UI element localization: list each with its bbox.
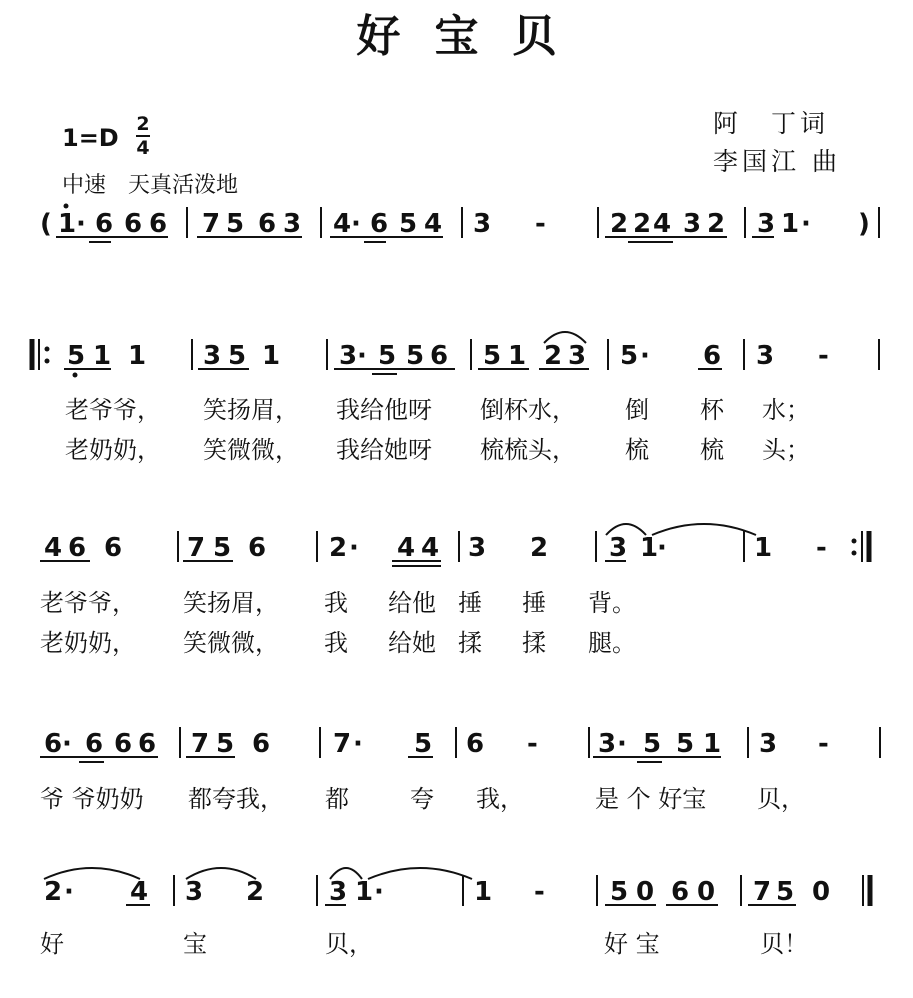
augmentation-dot: · — [349, 533, 359, 563]
note: 0 — [812, 877, 831, 907]
lyric-word: 水； — [762, 396, 810, 424]
augmentation-dot: · — [801, 209, 811, 239]
augmentation-dot: · — [357, 341, 367, 371]
lyric-word: 我给他呀 — [336, 396, 432, 424]
note: 5 — [378, 341, 397, 371]
lyric-word: 梳 — [700, 436, 724, 464]
time-signature-bottom: 4 — [136, 137, 150, 159]
note: 6 — [248, 533, 267, 563]
augmentation-dot: · — [62, 729, 72, 759]
note: 1 — [355, 877, 374, 907]
lyric-word: 老奶奶， — [65, 436, 161, 464]
lyric-word: 老爷爷， — [40, 589, 136, 617]
note: 6 — [466, 729, 485, 759]
octave-dot-above — [64, 204, 69, 209]
note: 2 — [246, 877, 265, 907]
note: 6 — [68, 533, 87, 563]
lyric-word: 揉 — [458, 629, 482, 657]
note: 3 — [203, 341, 222, 371]
time-signature-top: 2 — [136, 113, 150, 135]
note: 5 — [399, 209, 418, 239]
note: 6 — [138, 729, 157, 759]
octave-dot-below — [73, 373, 78, 378]
note: 0 — [697, 877, 716, 907]
lyric-word: 贝！ — [760, 930, 808, 958]
augmentation-dot: · — [640, 341, 650, 371]
note: 0 — [636, 877, 655, 907]
slur — [652, 524, 756, 535]
note: 1 — [640, 533, 659, 563]
repeat-dot — [45, 347, 50, 352]
note: 7 — [333, 729, 352, 759]
lyric-word: 都夸我， — [188, 785, 284, 813]
note: 5 — [483, 341, 502, 371]
lyric-word: 我 — [324, 589, 348, 617]
lyric-word: 笑微微， — [183, 629, 279, 657]
note: 5 — [213, 533, 232, 563]
note: 6 — [430, 341, 449, 371]
note: 1 — [508, 341, 527, 371]
note: 5 — [406, 341, 425, 371]
repeat-dot — [852, 539, 857, 544]
note: 6 — [114, 729, 133, 759]
note: 6 — [104, 533, 123, 563]
note: 1 — [128, 341, 147, 371]
note: 1 — [474, 877, 493, 907]
lyric-word: 头； — [762, 436, 810, 464]
note: 5 — [226, 209, 245, 239]
lyric-word: 爷 爷奶奶 — [40, 785, 144, 813]
note: 3 — [598, 729, 617, 759]
lyric-word: 腿。 — [588, 629, 636, 657]
note: 4 — [130, 877, 149, 907]
lyric-word: 背。 — [588, 589, 636, 617]
note: 4 — [653, 209, 672, 239]
note: 3 — [468, 533, 487, 563]
note: 6 — [44, 729, 63, 759]
augmentation-dot: · — [351, 209, 361, 239]
note: 2 — [610, 209, 629, 239]
note: 4 — [397, 533, 416, 563]
lyric-word: 梳 — [625, 436, 649, 464]
dash-extension: - — [527, 729, 538, 759]
lyric-word: 给她 — [388, 629, 436, 657]
note: 3 — [568, 341, 587, 371]
lyric-word: 笑微微， — [203, 436, 299, 464]
note: 3 — [759, 729, 778, 759]
lyric-word: 杯 — [700, 396, 724, 424]
note: 2 — [530, 533, 549, 563]
lyric-word: 梳梳头， — [480, 436, 576, 464]
note: 6 — [124, 209, 143, 239]
note: 1 — [781, 209, 800, 239]
note: 1 — [58, 209, 77, 239]
lyric-word: 宝 — [183, 930, 207, 958]
note: 1 — [703, 729, 722, 759]
note: 3 — [185, 877, 204, 907]
note: 1 — [754, 533, 773, 563]
parenthesis: ) — [858, 209, 870, 239]
note: 7 — [753, 877, 772, 907]
note: 5 — [216, 729, 235, 759]
lyric-word: 都 — [325, 785, 349, 813]
dash-extension: - — [534, 877, 545, 907]
lyric-word: 老奶奶， — [40, 629, 136, 657]
lyric-word: 我， — [476, 785, 524, 813]
lyric-word: 倒 — [625, 396, 649, 424]
note: 6 — [258, 209, 277, 239]
note: 5 — [620, 341, 639, 371]
dash-extension: - — [816, 533, 827, 563]
note: 5 — [776, 877, 795, 907]
lyric-word: 我 — [324, 629, 348, 657]
note: 4 — [424, 209, 443, 239]
lyric-word: 好 宝 — [604, 930, 660, 958]
note: 2 — [633, 209, 652, 239]
augmentation-dot: · — [617, 729, 627, 759]
note: 5 — [414, 729, 433, 759]
note: 1 — [93, 341, 112, 371]
dash-extension: - — [818, 341, 829, 371]
augmentation-dot: · — [374, 877, 384, 907]
lyric-word: 贝， — [325, 930, 373, 958]
lyric-word: 老爷爷， — [65, 396, 161, 424]
lyric-word: 捶 — [522, 589, 546, 617]
note: 6 — [95, 209, 114, 239]
song-title: 好宝贝 — [356, 11, 591, 62]
dash-extension: - — [818, 729, 829, 759]
parenthesis: ( — [40, 209, 52, 239]
note: 5 — [643, 729, 662, 759]
note: 3 — [283, 209, 302, 239]
lyricist-credit: 阿 丁词 — [713, 109, 830, 138]
lyric-word: 倒杯水， — [480, 396, 576, 424]
note: 3 — [609, 533, 628, 563]
note: 2 — [44, 877, 63, 907]
lyric-word: 笑扬眉， — [203, 396, 299, 424]
note: 5 — [676, 729, 695, 759]
note: 6 — [671, 877, 690, 907]
note: 2 — [707, 209, 726, 239]
note: 3 — [329, 877, 348, 907]
note: 7 — [202, 209, 221, 239]
note: 6 — [85, 729, 104, 759]
note: 4 — [44, 533, 63, 563]
note: 1 — [262, 341, 281, 371]
lyric-word: 揉 — [522, 629, 546, 657]
note: 2 — [329, 533, 348, 563]
lyric-word: 我给她呀 — [336, 436, 432, 464]
augmentation-dot: · — [76, 209, 86, 239]
note: 6 — [370, 209, 389, 239]
note: 6 — [149, 209, 168, 239]
lyric-word: 贝， — [757, 785, 805, 813]
note: 7 — [187, 533, 206, 563]
composer-credit: 李国江 曲 — [713, 147, 841, 176]
lyric-word: 夸 — [410, 785, 434, 813]
note: 3 — [339, 341, 358, 371]
note: 6 — [703, 341, 722, 371]
key-signature: 1=D — [62, 124, 119, 152]
note: 5 — [610, 877, 629, 907]
note: 4 — [333, 209, 352, 239]
note: 7 — [191, 729, 210, 759]
augmentation-dot: · — [353, 729, 363, 759]
repeat-dot — [852, 551, 857, 556]
dash-extension: - — [535, 209, 546, 239]
lyric-word: 捶 — [458, 589, 482, 617]
note: 5 — [67, 341, 86, 371]
note: 5 — [228, 341, 247, 371]
lyric-word: 是 个 好宝 — [595, 785, 707, 813]
lyric-word: 笑扬眉， — [183, 589, 279, 617]
lyric-word: 给他 — [388, 589, 436, 617]
note: 3 — [683, 209, 702, 239]
note: 2 — [544, 341, 563, 371]
augmentation-dot: · — [64, 877, 74, 907]
note: 4 — [421, 533, 440, 563]
augmentation-dot: · — [657, 533, 667, 563]
note: 3 — [473, 209, 492, 239]
repeat-dot — [45, 359, 50, 364]
note: 3 — [757, 209, 776, 239]
lyric-word: 好 — [40, 930, 64, 958]
note: 3 — [756, 341, 775, 371]
note: 6 — [252, 729, 271, 759]
tempo-marking: 中速 天真活泼地 — [62, 173, 239, 198]
